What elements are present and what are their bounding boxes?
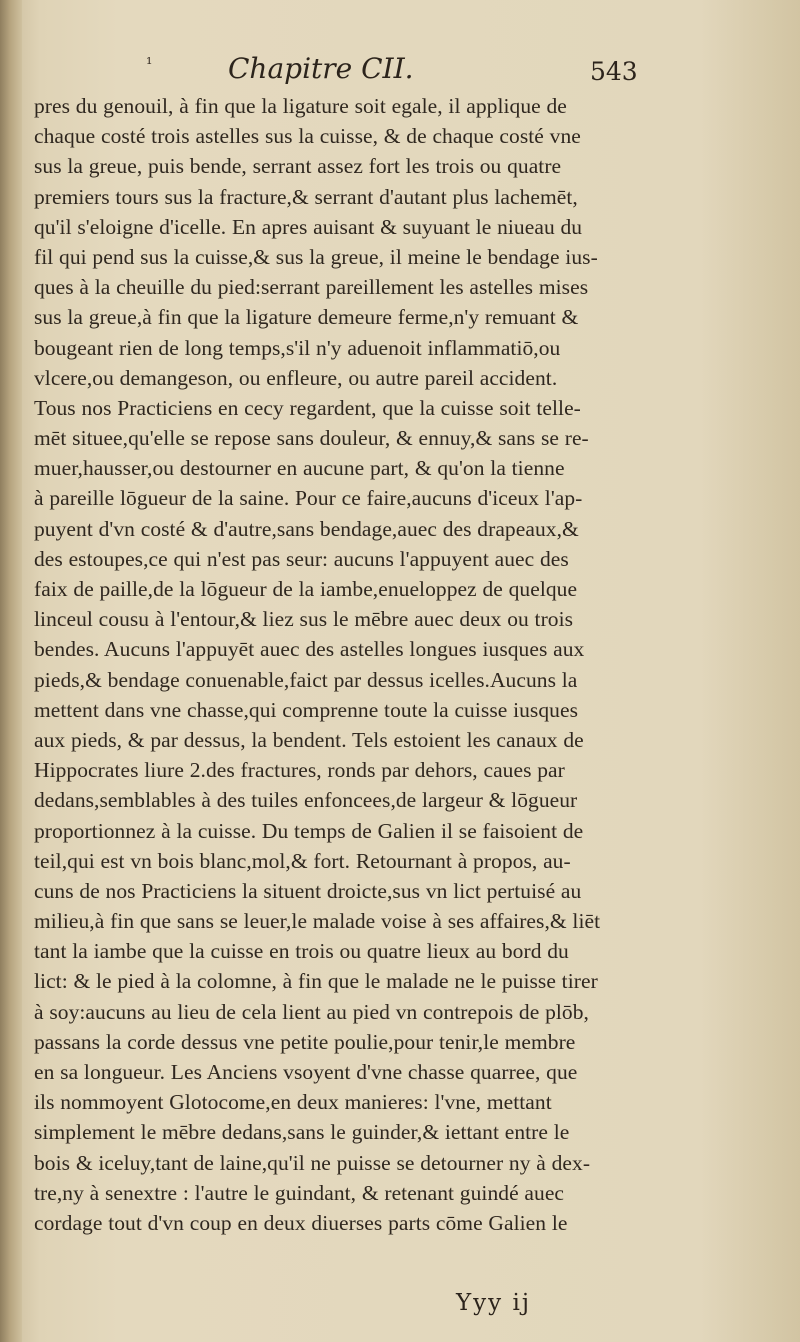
text-line: aux pieds, & par dessus, la bendent. Tels estoient les canaux de <box>34 727 584 752</box>
text-line: lict: & le pied à la colomne, à fin que le malade ne le puisse tirer <box>34 969 598 994</box>
page-gutter <box>0 0 22 1342</box>
text-line: Hippocrates liure 2.des fractures, ronds par dehors, caues par <box>34 758 565 783</box>
text-line: sus la greue,à fin que la ligature demeure ferme,n'y remuant & <box>34 305 579 330</box>
text-line: simplement le mēbre dedans,sans le guinder,& iettant entre le <box>34 1120 570 1145</box>
text-line: sus la greue, puis bende, serrant assez fort les trois ou quatre <box>34 154 562 179</box>
text-line: en sa longueur. Les Anciens vsoyent d'vne chasse quarree, que <box>34 1060 578 1084</box>
top-mark: ¹ <box>146 54 153 73</box>
text-line: ques à la cheuille du pied:serrant pareillement les astelles mises <box>34 275 589 300</box>
page-stain <box>700 0 800 1342</box>
text-line: pieds,& bendage conuenable,faict par dessus icelles.Aucuns la <box>34 667 578 692</box>
text-line: cordage tout d'vn coup en deux diuerses parts cōme Galien le <box>34 1210 568 1235</box>
text-line: tant la iambe que la cuisse en trois ou quatre lieux au bord du <box>34 939 569 964</box>
text-line: fil qui pend sus la cuisse,& sus la greue, il meine le bendage ius- <box>34 244 598 269</box>
text-line: qu'il s'eloigne d'icelle. En apres auisant & suyuant le niueau du <box>34 214 583 239</box>
text-line: dedans,semblables à des tuiles enfoncees,de largeur & lōgueur <box>34 788 578 813</box>
page-number: 543 <box>590 57 638 86</box>
text-line: premiers tours sus la fracture,& serrant d'autant plus lachemēt, <box>34 184 578 209</box>
text-line: à pareille lōgueur de la saine. Pour ce faire,aucuns d'iceux l'ap- <box>34 486 583 511</box>
text-line: teil,qui est vn bois blanc,mol,& fort. Retournant à propos, au- <box>34 848 571 873</box>
text-line: tre,ny à senextre : l'autre le guindant, & retenant guindé auec <box>34 1180 565 1205</box>
text-line: passans la corde dessus vne petite poulie,pour tenir,le membre <box>34 1029 576 1054</box>
text-line: cuns de nos Practiciens la situent droicte,sus vn lict pertuisé au <box>34 878 582 903</box>
text-line: muer,hausser,ou destourner en aucune part, & qu'on la tienne <box>34 456 565 481</box>
text-line: Tous nos Practiciens en cecy regardent, que la cuisse soit telle- <box>34 395 581 420</box>
chapter-header: Chapitre CII. <box>228 52 414 85</box>
text-line: linceul cousu à l'entour,& liez sus le mēbre auec deux ou trois <box>34 607 574 632</box>
text-line: proportionnez à la cuisse. Du temps de Galien il se faisoient de <box>34 818 584 843</box>
text-line: chaque costé trois astelles sus la cuisse, & de chaque costé vne <box>34 124 581 149</box>
text-line: faix de paille,de la lōgueur de la iambe,enueloppez de quelque <box>34 577 578 601</box>
main-text <box>34 91 654 1238</box>
text-line: vlcere,ou demangeson, ou enfleure, ou autre pareil accident. <box>34 365 558 390</box>
text-line: puyent d'vn costé & d'autre,sans bendage,auec des drapeaux,& <box>34 516 579 541</box>
text-line: pres du genouil, à fin que la ligature soit egale, il applique de <box>34 94 567 118</box>
text-line: à soy:aucuns au lieu de cela lient au pied vn contrepois de plōb, <box>34 999 589 1024</box>
signature-mark: Yyy ij <box>456 1290 531 1316</box>
text-line: mēt situee,qu'elle se repose sans douleur, & ennuy,& sans se re- <box>34 426 589 451</box>
text-line: bois & iceluy,tant de laine,qu'il ne puisse se detourner ny à dex- <box>34 1150 591 1175</box>
text-line: mettent dans vne chasse,qui comprenne toute la cuisse iusques <box>34 697 579 722</box>
text-line: bendes. Aucuns l'appuyēt auec des astelles longues iusques aux <box>34 637 585 662</box>
text-line: milieu,à fin que sans se leuer,le malade voise à ses affaires,& liēt <box>34 909 601 934</box>
text-line: bougeant rien de long temps,s'il n'y aduenoit inflammatiō,ou <box>34 335 561 360</box>
text-line: ils nommoyent Glotocome,en deux manieres: l'vne, mettant <box>34 1090 552 1115</box>
text-line: des estoupes,ce qui n'est pas seur: aucuns l'appuyent auec des <box>34 546 569 571</box>
